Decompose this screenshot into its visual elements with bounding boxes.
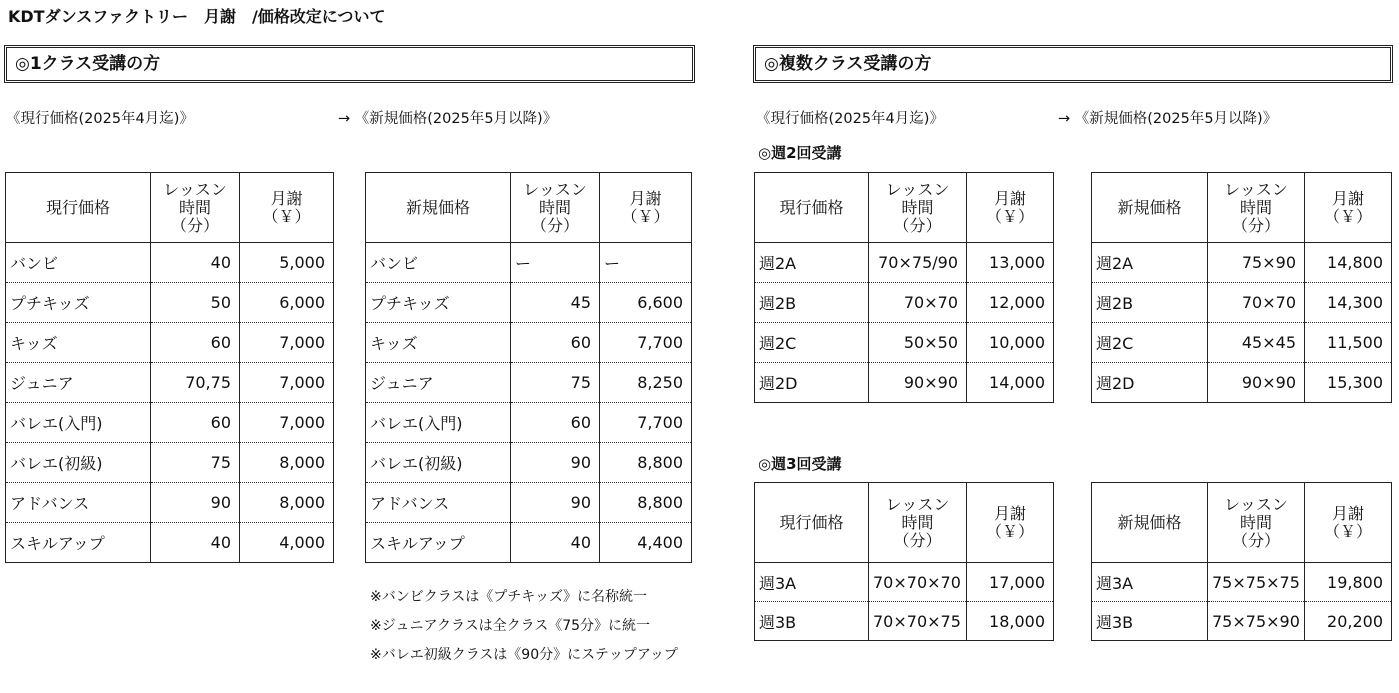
table-row <box>755 602 1054 641</box>
cell-monthly-fee: 7,700 <box>600 323 692 363</box>
cell-lesson-time: 50 <box>151 283 240 323</box>
cell-lesson-time: 90 <box>511 483 600 523</box>
cell-lesson-time: 70×70 <box>1208 283 1305 323</box>
cell-class-name: 週2B <box>755 283 869 323</box>
header-price-name: 新規価格 <box>1092 483 1208 563</box>
cell-monthly-fee: 6,600 <box>600 283 692 323</box>
table-row <box>6 283 334 323</box>
cell-class-name: 週3A <box>755 563 869 602</box>
table-row <box>366 483 692 523</box>
header-price-name: 現行価格 <box>6 173 151 243</box>
cell-class-name: 週2D <box>755 363 869 403</box>
cell-lesson-time: 75×75×75 <box>1208 563 1305 602</box>
cell-monthly-fee: 19,800 <box>1305 563 1392 602</box>
note-3: ※バレエ初級クラスは《90分》にステップアップ <box>370 647 678 663</box>
cell-monthly-fee: 13,000 <box>967 243 1054 283</box>
week3-new-price-table <box>1091 482 1392 641</box>
table-row <box>6 443 334 483</box>
cell-lesson-time: 70×70×75 <box>869 602 967 641</box>
header-lesson-time: レッスン 時間 （分） <box>869 483 967 563</box>
cell-lesson-time: 40 <box>511 523 600 563</box>
section-header-single-class: ◎1クラス受講の方 <box>4 45 695 83</box>
table-row <box>366 323 692 363</box>
cell-class-name: 週2C <box>755 323 869 363</box>
table-row <box>366 523 692 563</box>
header-lesson-time: レッスン 時間 （分） <box>511 173 600 243</box>
cell-monthly-fee: 4,400 <box>600 523 692 563</box>
cell-lesson-time: 60 <box>511 403 600 443</box>
table-row <box>366 243 692 283</box>
cell-class-name: スキルアップ <box>6 523 151 563</box>
current-price-caption-left: 《現行価格(2025年4月迄)》 <box>6 111 194 127</box>
cell-monthly-fee: 14,800 <box>1305 243 1392 283</box>
cell-lesson-time: 45 <box>511 283 600 323</box>
cell-class-name: バレエ(入門) <box>366 403 511 443</box>
cell-class-name: 週3B <box>755 602 869 641</box>
cell-lesson-time: 70×75/90 <box>869 243 967 283</box>
table-row <box>366 403 692 443</box>
cell-class-name: スキルアップ <box>366 523 511 563</box>
cell-lesson-time: 75×75×90 <box>1208 602 1305 641</box>
cell-lesson-time: 40 <box>151 523 240 563</box>
cell-lesson-time: 75 <box>151 443 240 483</box>
note-2: ※ジュニアクラスは全クラス《75分》に統一 <box>370 618 651 634</box>
cell-monthly-fee: 12,000 <box>967 283 1054 323</box>
header-monthly-fee: 月謝 （￥） <box>967 483 1054 563</box>
header-price-name: 新規価格 <box>1092 173 1208 243</box>
cell-lesson-time: 70×70 <box>869 283 967 323</box>
cell-class-name: キッズ <box>6 323 151 363</box>
cell-lesson-time: 90 <box>511 443 600 483</box>
cell-monthly-fee: 8,800 <box>600 483 692 523</box>
cell-lesson-time: 70×70×70 <box>869 563 967 602</box>
table-row <box>6 243 334 283</box>
cell-monthly-fee: 11,500 <box>1305 323 1392 363</box>
header-price-name: 新規価格 <box>366 173 511 243</box>
current-price-caption-right: 《現行価格(2025年4月迄)》 <box>756 111 944 127</box>
section-header-multi-class: ◎複数クラス受講の方 <box>753 45 1393 83</box>
header-lesson-time: レッスン 時間 （分） <box>151 173 240 243</box>
cell-lesson-time: 90×90 <box>1208 363 1305 403</box>
header-monthly-fee: 月謝 （￥） <box>240 173 334 243</box>
table-row <box>366 363 692 403</box>
table-row <box>755 363 1054 403</box>
table-row <box>1092 323 1392 363</box>
cell-lesson-time: 45×45 <box>1208 323 1305 363</box>
cell-class-name: ジュニア <box>366 363 511 403</box>
cell-monthly-fee: 17,000 <box>967 563 1054 602</box>
table-row <box>6 483 334 523</box>
week2-new-price-table <box>1091 172 1392 403</box>
header-lesson-time: レッスン 時間 （分） <box>869 173 967 243</box>
table-row <box>366 283 692 323</box>
table-row <box>366 443 692 483</box>
cell-class-name: キッズ <box>366 323 511 363</box>
cell-lesson-time: ー <box>511 243 600 283</box>
week2-label: ◎週2回受講 <box>758 144 842 162</box>
single-current-price-table <box>5 172 334 563</box>
cell-class-name: 週2C <box>1092 323 1208 363</box>
cell-lesson-time: 40 <box>151 243 240 283</box>
table-row <box>1092 243 1392 283</box>
header-monthly-fee: 月謝 （￥） <box>967 173 1054 243</box>
page-title: KDTダンスファクトリー 月謝 /価格改定について <box>8 7 386 26</box>
cell-monthly-fee: 5,000 <box>240 243 334 283</box>
cell-monthly-fee: 7,000 <box>240 323 334 363</box>
cell-class-name: バンビ <box>366 243 511 283</box>
week3-current-price-table <box>754 482 1054 641</box>
cell-lesson-time: 70,75 <box>151 363 240 403</box>
cell-monthly-fee: 15,300 <box>1305 363 1392 403</box>
cell-monthly-fee: 8,800 <box>600 443 692 483</box>
header-lesson-time: レッスン 時間 （分） <box>1208 173 1305 243</box>
cell-class-name: バレエ(初級) <box>6 443 151 483</box>
table-row <box>755 243 1054 283</box>
cell-lesson-time: 90×90 <box>869 363 967 403</box>
new-price-caption-right: → 《新規価格(2025年5月以降)》 <box>1058 111 1278 127</box>
header-price-name: 現行価格 <box>755 483 869 563</box>
cell-lesson-time: 50×50 <box>869 323 967 363</box>
note-1: ※バンビクラスは《プチキッズ》に名称統一 <box>370 589 648 605</box>
cell-class-name: 週2A <box>1092 243 1208 283</box>
cell-class-name: バンビ <box>6 243 151 283</box>
cell-monthly-fee: 10,000 <box>967 323 1054 363</box>
header-lesson-time: レッスン 時間 （分） <box>1208 483 1305 563</box>
cell-monthly-fee: 8,000 <box>240 443 334 483</box>
header-monthly-fee: 月謝 （￥） <box>1305 483 1392 563</box>
table-row <box>6 323 334 363</box>
table-row <box>6 403 334 443</box>
cell-monthly-fee: 7,000 <box>240 403 334 443</box>
week3-label: ◎週3回受講 <box>758 455 842 473</box>
table-row <box>1092 283 1392 323</box>
cell-class-name: プチキッズ <box>6 283 151 323</box>
cell-class-name: アドバンス <box>366 483 511 523</box>
cell-monthly-fee: 8,250 <box>600 363 692 403</box>
cell-monthly-fee: 7,700 <box>600 403 692 443</box>
header-price-name: 現行価格 <box>755 173 869 243</box>
cell-class-name: 週3A <box>1092 563 1208 602</box>
cell-monthly-fee: ー <box>600 243 692 283</box>
cell-lesson-time: 75×90 <box>1208 243 1305 283</box>
cell-monthly-fee: 6,000 <box>240 283 334 323</box>
table-row <box>6 523 334 563</box>
cell-class-name: バレエ(初級) <box>366 443 511 483</box>
header-monthly-fee: 月謝 （￥） <box>1305 173 1392 243</box>
cell-lesson-time: 60 <box>151 323 240 363</box>
cell-monthly-fee: 14,000 <box>967 363 1054 403</box>
cell-class-name: 週3B <box>1092 602 1208 641</box>
table-row <box>755 563 1054 602</box>
cell-class-name: ジュニア <box>6 363 151 403</box>
table-row <box>1092 363 1392 403</box>
new-price-caption-left: → 《新規価格(2025年5月以降)》 <box>338 111 558 127</box>
table-row <box>6 363 334 403</box>
cell-class-name: バレエ(入門) <box>6 403 151 443</box>
cell-lesson-time: 90 <box>151 483 240 523</box>
cell-monthly-fee: 18,000 <box>967 602 1054 641</box>
single-new-price-table <box>365 172 692 563</box>
cell-monthly-fee: 8,000 <box>240 483 334 523</box>
cell-class-name: 週2B <box>1092 283 1208 323</box>
table-row <box>1092 563 1392 602</box>
cell-class-name: 週2D <box>1092 363 1208 403</box>
cell-class-name: 週2A <box>755 243 869 283</box>
cell-class-name: アドバンス <box>6 483 151 523</box>
cell-monthly-fee: 4,000 <box>240 523 334 563</box>
cell-class-name: プチキッズ <box>366 283 511 323</box>
cell-monthly-fee: 7,000 <box>240 363 334 403</box>
week2-current-price-table <box>754 172 1054 403</box>
table-row <box>755 323 1054 363</box>
cell-lesson-time: 75 <box>511 363 600 403</box>
cell-lesson-time: 60 <box>151 403 240 443</box>
cell-monthly-fee: 20,200 <box>1305 602 1392 641</box>
table-row <box>1092 602 1392 641</box>
table-row <box>755 283 1054 323</box>
header-monthly-fee: 月謝 （￥） <box>600 173 692 243</box>
cell-monthly-fee: 14,300 <box>1305 283 1392 323</box>
cell-lesson-time: 60 <box>511 323 600 363</box>
